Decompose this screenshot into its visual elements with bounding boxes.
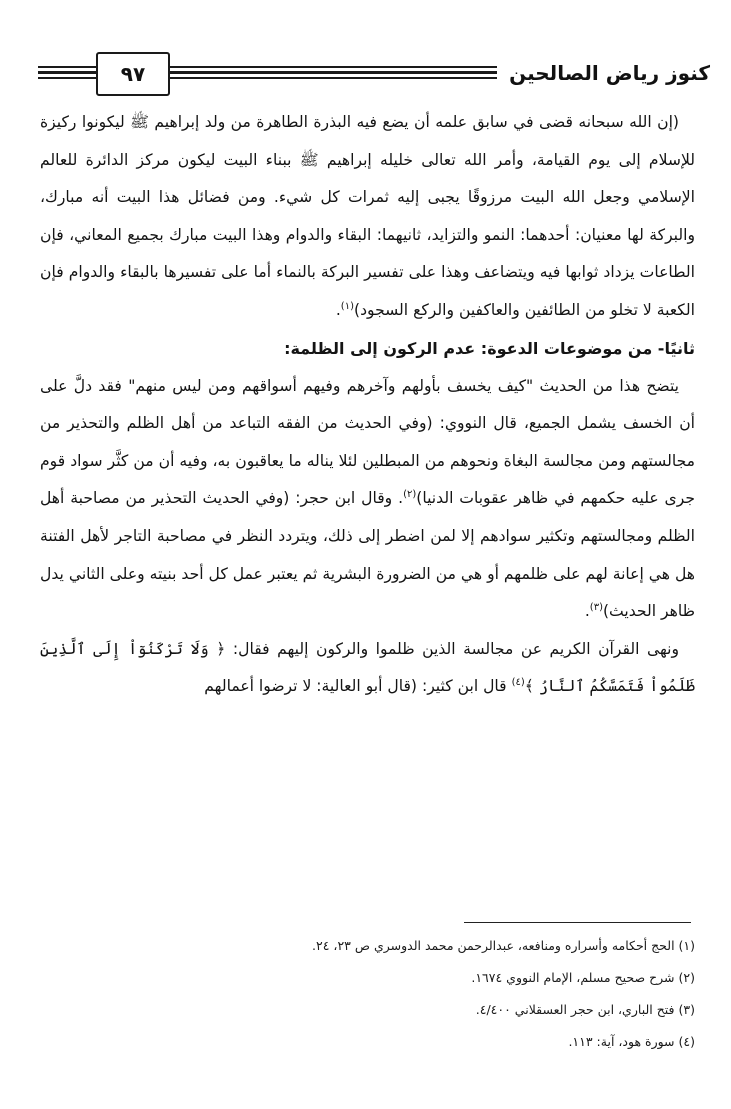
body-text (40, 104, 695, 706)
footnote-item: (٤) سورة هود، آية: ١١٣. (568, 1034, 695, 1049)
footnote-ref[interactable]: (١) (340, 300, 354, 312)
paragraph-2: يتضح هذا من الحديث "كيف يخسف بأولهم وآخرهم وفيهم أسواقهم ومن ليس منهم" فقد دلَّ على أن الخسف يشمل الجميع، قال النووي: (وفي الحديث من الفقه التباعد من أهل الظلم والتحذير من مجالستهم ومن مجالسة البغاة ونحوهم من المبطلين لئلا يناله ما يعاقبون به، وفيه أن من كثَّر سواد قوم جرى عليه حكمهم في ظاهر عقوبات الدنيا)$^{(٢)}$. وقال ابن حجر: (وفي الحديث التحذير من مصاحبة أهل الظلم ومجالستهم وتكثير سوادهم إلا لمن اضطر إلى ذلك، ويتردد النظر في مصاحبة التاجر لأهل الفتنة هل هي إعانة لهم على ظلمهم أو هي من الضرورة البشرية ثم يعتبر عمل كل أحد بنيته وعلى الثاني يدل ظاهر الحديث)$^{(٣)}$. (40, 376, 695, 621)
footnote-ref[interactable]: (٤) (511, 677, 525, 689)
footnotes (40, 930, 695, 1058)
quran-verse: ﴿ وَلَا تَرْكَنُوٓاْ إِلَى ٱلَّذِينَ ظَلَمُواْ فَتَمَسَّكُمُ ٱلنَّارُ ﴾ (40, 639, 695, 696)
footnote-item: (١) الحج أحكامه وأسراره ومنافعه، عبدالرحمن محمد الدوسري ص ٢٣، ٢٤. (312, 938, 695, 953)
paragraph-3: ونهى القرآن الكريم عن مجالسة الذين ظلموا والركون إليهم فقال: ﴿ وَلَا تَرْكَنُوٓاْ إِلَى ٱلَّذِينَ ظَلَمُواْ فَتَمَسَّكُمُ ٱلنَّارُ ﴾$^{(٤)}$ قال ابن كثير: (قال أبو العالية: لا ترضوا أعمالهم (40, 639, 695, 696)
footnote-divider (464, 922, 691, 923)
footnote-ref[interactable]: (٣) (589, 601, 603, 613)
page-number: ٩٧ (96, 52, 170, 96)
footnote-item: (٢) شرح صحيح مسلم، الإمام النووي ١٦٧٤. (471, 970, 695, 985)
footnote-item: (٣) فتح الباري، ابن حجر العسقلاني ٤/٤٠٠. (475, 1002, 695, 1017)
page-header (38, 52, 710, 96)
section-heading: ثانيًا- من موضوعات الدعوة: عدم الركون إلى الظلمة: (284, 338, 695, 358)
footnote-ref[interactable]: (٢) (403, 489, 417, 501)
book-title: كنوز رياض الصالحين (497, 54, 710, 92)
paragraph-1: (إن الله سبحانه قضى في سابق علمه أن يضع فيه البذرة الطاهرة من ولد إبراهيم ﷺ ليكونوا ركيزة للإسلام إلى يوم القيامة، وأمر الله تعالى خليله إبراهيم ﷺ ببناء البيت ليكون مركز الدائرة للعالم الإسلامي وجعل الله البيت مرزوقًا يجبى إليه ثمرات كل شيء. ومن فضائل هذا البيت أنه مبارك، والبركة لها معنيان: أحدهما: النمو والتزايد، ثانيهما: البقاء والدوام وهذا البيت مبارك بجميع المعاني، فإن الطاعات يزداد ثوابها فيه ويتضاعف وهذا على تفسير البركة بالنماء أما على تفسيرها بالبقاء والدوام فإن الكعبة لا تخلو من الطائفين والعاكفين والركع السجود)$^{(١)}$. (40, 113, 695, 319)
